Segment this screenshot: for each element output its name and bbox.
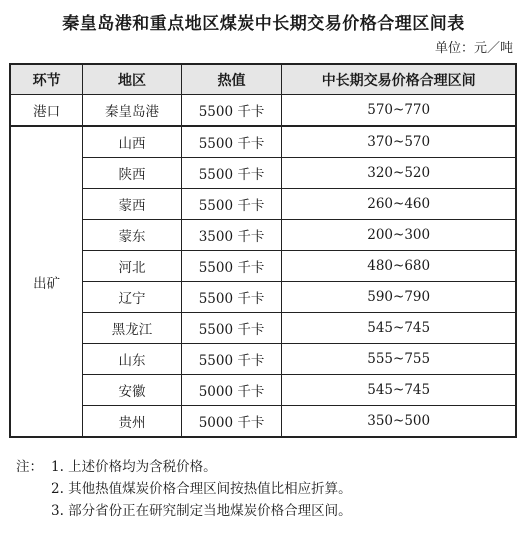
notes-section	[16, 456, 352, 522]
table-row	[10, 126, 516, 158]
note-text: 2. 其他热值煤炭价格合理区间按热值比相应折算。	[51, 481, 352, 497]
heat-cell: 5500 千卡	[181, 95, 282, 127]
table-row	[10, 220, 516, 251]
heat-cell: 5500 千卡	[181, 189, 282, 220]
range-cell: 545~745	[282, 375, 516, 406]
heat-cell: 5500 千卡	[181, 282, 282, 313]
note-item	[16, 478, 352, 500]
region-cell: 陕西	[83, 158, 182, 189]
unit-label: 单位：元／吨	[434, 41, 513, 56]
table-row	[10, 375, 516, 406]
table-row	[10, 189, 516, 220]
stage-cell-port: 港口	[10, 95, 83, 127]
range-cell: 570~770	[282, 95, 516, 127]
price-table	[9, 63, 517, 438]
region-cell: 安徽	[83, 375, 182, 406]
header-price-range: 中长期交易价格合理区间	[282, 64, 516, 95]
document-title: 秦皇岛港和重点地区煤炭中长期交易价格合理区间表	[62, 14, 465, 34]
header-stage: 环节	[10, 64, 83, 95]
region-cell: 贵州	[83, 406, 182, 438]
header-region: 地区	[83, 64, 182, 95]
range-cell: 370~570	[282, 126, 516, 158]
table-row	[10, 406, 516, 438]
range-cell: 260~460	[282, 189, 516, 220]
note-item	[16, 500, 352, 522]
header-heat-value: 热值	[181, 64, 282, 95]
region-cell: 山东	[83, 344, 182, 375]
region-cell: 秦皇岛港	[83, 95, 182, 127]
heat-cell: 5500 千卡	[181, 251, 282, 282]
heat-cell: 5500 千卡	[181, 158, 282, 189]
heat-cell: 3500 千卡	[181, 220, 282, 251]
range-cell: 590~790	[282, 282, 516, 313]
range-cell: 350~500	[282, 406, 516, 438]
note-item	[16, 456, 352, 478]
region-cell: 蒙东	[83, 220, 182, 251]
range-cell: 320~520	[282, 158, 516, 189]
table-row	[10, 95, 516, 127]
table-row	[10, 158, 516, 189]
region-cell: 山西	[83, 126, 182, 158]
range-cell: 200~300	[282, 220, 516, 251]
region-cell: 黑龙江	[83, 313, 182, 344]
heat-cell: 5000 千卡	[181, 375, 282, 406]
range-cell: 555~755	[282, 344, 516, 375]
table-row	[10, 344, 516, 375]
region-cell: 河北	[83, 251, 182, 282]
table-row	[10, 251, 516, 282]
heat-cell: 5500 千卡	[181, 344, 282, 375]
stage-cell-mine: 出矿	[10, 126, 83, 437]
range-cell: 545~745	[282, 313, 516, 344]
range-cell: 480~680	[282, 251, 516, 282]
region-cell: 辽宁	[83, 282, 182, 313]
notes-prefix: 注：	[16, 459, 43, 475]
table-header-row	[10, 64, 516, 95]
note-text: 1. 上述价格均为含税价格。	[51, 459, 217, 475]
heat-cell: 5500 千卡	[181, 126, 282, 158]
note-text: 3. 部分省份正在研究制定当地煤炭价格合理区间。	[51, 503, 352, 519]
heat-cell: 5500 千卡	[181, 313, 282, 344]
table-row	[10, 282, 516, 313]
region-cell: 蒙西	[83, 189, 182, 220]
table-row	[10, 313, 516, 344]
heat-cell: 5000 千卡	[181, 406, 282, 438]
